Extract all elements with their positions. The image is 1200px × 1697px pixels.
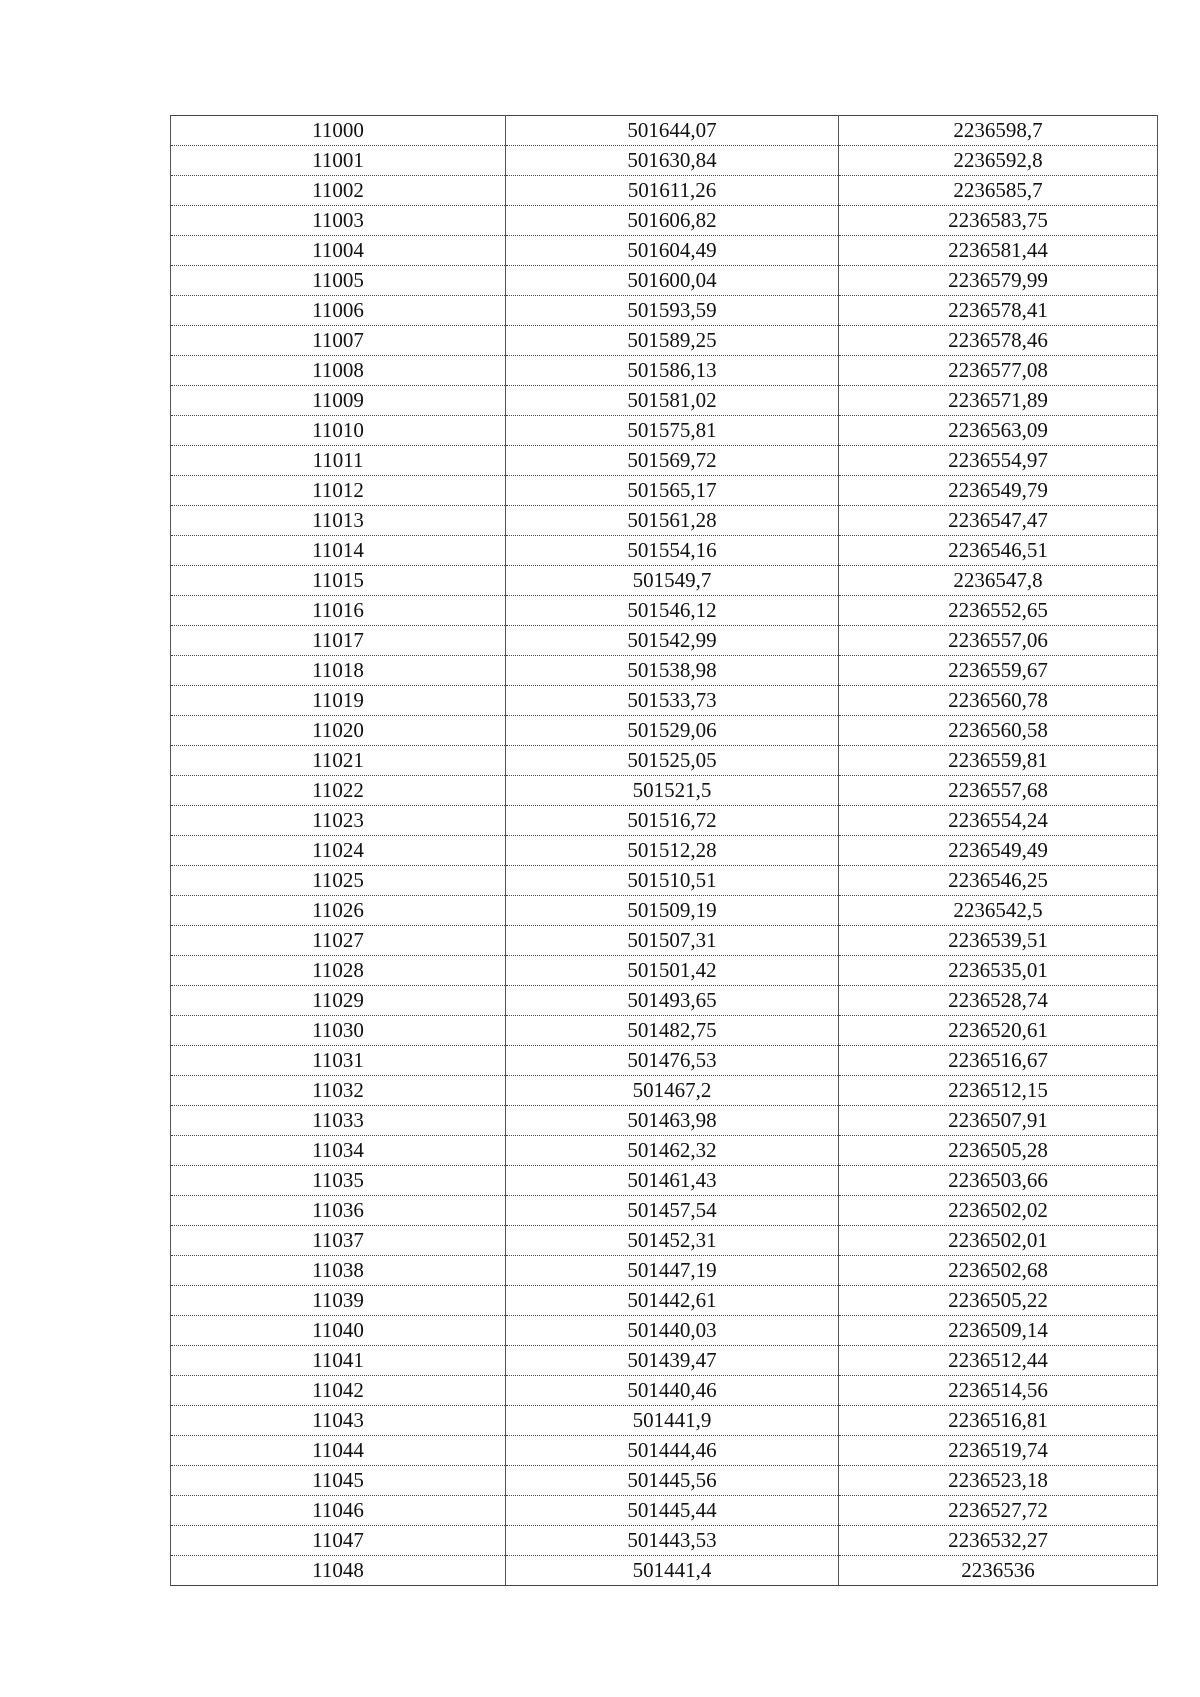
- y-coordinate-cell: 2236559,81: [839, 746, 1158, 776]
- table-row: [171, 446, 1158, 476]
- x-coordinate-cell: 501445,44: [506, 1496, 839, 1526]
- y-coordinate-cell: 2236549,49: [839, 836, 1158, 866]
- table-row: [171, 176, 1158, 206]
- y-coordinate-cell: 2236578,46: [839, 326, 1158, 356]
- y-coordinate-cell: 2236547,47: [839, 506, 1158, 536]
- y-coordinate-cell: 2236527,72: [839, 1496, 1158, 1526]
- point-number-cell: 11005: [171, 266, 506, 296]
- table-row: [171, 566, 1158, 596]
- point-number-cell: 11009: [171, 386, 506, 416]
- y-coordinate-cell: 2236585,7: [839, 176, 1158, 206]
- point-number-cell: 11032: [171, 1076, 506, 1106]
- x-coordinate-cell: 501644,07: [506, 116, 839, 146]
- x-coordinate-cell: 501529,06: [506, 716, 839, 746]
- table-row: [171, 1316, 1158, 1346]
- point-number-cell: 11020: [171, 716, 506, 746]
- table-row: [171, 1286, 1158, 1316]
- point-number-cell: 11019: [171, 686, 506, 716]
- point-number-cell: 11016: [171, 596, 506, 626]
- x-coordinate-cell: 501440,46: [506, 1376, 839, 1406]
- point-number-cell: 11034: [171, 1136, 506, 1166]
- y-coordinate-cell: 2236505,22: [839, 1286, 1158, 1316]
- point-number-cell: 11017: [171, 626, 506, 656]
- point-number-cell: 11021: [171, 746, 506, 776]
- table-row: [171, 1166, 1158, 1196]
- x-coordinate-cell: 501476,53: [506, 1046, 839, 1076]
- y-coordinate-cell: 2236554,97: [839, 446, 1158, 476]
- point-number-cell: 11031: [171, 1046, 506, 1076]
- table-row: [171, 236, 1158, 266]
- y-coordinate-cell: 2236519,74: [839, 1436, 1158, 1466]
- x-coordinate-cell: 501441,4: [506, 1556, 839, 1586]
- point-number-cell: 11040: [171, 1316, 506, 1346]
- table-row: [171, 1466, 1158, 1496]
- y-coordinate-cell: 2236535,01: [839, 956, 1158, 986]
- x-coordinate-cell: 501542,99: [506, 626, 839, 656]
- table-row: [171, 1406, 1158, 1436]
- x-coordinate-cell: 501512,28: [506, 836, 839, 866]
- y-coordinate-cell: 2236542,5: [839, 896, 1158, 926]
- table-row: [171, 596, 1158, 626]
- x-coordinate-cell: 501439,47: [506, 1346, 839, 1376]
- point-number-cell: 11038: [171, 1256, 506, 1286]
- table-row: [171, 1376, 1158, 1406]
- x-coordinate-cell: 501538,98: [506, 656, 839, 686]
- x-coordinate-cell: 501604,49: [506, 236, 839, 266]
- table-row: [171, 1526, 1158, 1556]
- coordinates-table-body: [171, 116, 1158, 1586]
- x-coordinate-cell: 501569,72: [506, 446, 839, 476]
- table-row: [171, 626, 1158, 656]
- y-coordinate-cell: 2236539,51: [839, 926, 1158, 956]
- point-number-cell: 11003: [171, 206, 506, 236]
- table-row: [171, 146, 1158, 176]
- point-number-cell: 11043: [171, 1406, 506, 1436]
- point-number-cell: 11025: [171, 866, 506, 896]
- table-row: [171, 296, 1158, 326]
- x-coordinate-cell: 501493,65: [506, 986, 839, 1016]
- x-coordinate-cell: 501463,98: [506, 1106, 839, 1136]
- point-number-cell: 11027: [171, 926, 506, 956]
- coordinates-table: [170, 115, 1158, 1586]
- point-number-cell: 11011: [171, 446, 506, 476]
- y-coordinate-cell: 2236505,28: [839, 1136, 1158, 1166]
- y-coordinate-cell: 2236559,67: [839, 656, 1158, 686]
- point-number-cell: 11026: [171, 896, 506, 926]
- table-row: [171, 956, 1158, 986]
- point-number-cell: 11028: [171, 956, 506, 986]
- y-coordinate-cell: 2236549,79: [839, 476, 1158, 506]
- point-number-cell: 11039: [171, 1286, 506, 1316]
- x-coordinate-cell: 501461,43: [506, 1166, 839, 1196]
- x-coordinate-cell: 501554,16: [506, 536, 839, 566]
- point-number-cell: 11023: [171, 806, 506, 836]
- table-row: [171, 1346, 1158, 1376]
- x-coordinate-cell: 501447,19: [506, 1256, 839, 1286]
- table-row: [171, 716, 1158, 746]
- table-row: [171, 896, 1158, 926]
- y-coordinate-cell: 2236536: [839, 1556, 1158, 1586]
- point-number-cell: 11041: [171, 1346, 506, 1376]
- x-coordinate-cell: 501600,04: [506, 266, 839, 296]
- y-coordinate-cell: 2236528,74: [839, 986, 1158, 1016]
- point-number-cell: 11047: [171, 1526, 506, 1556]
- x-coordinate-cell: 501442,61: [506, 1286, 839, 1316]
- x-coordinate-cell: 501533,73: [506, 686, 839, 716]
- table-row: [171, 926, 1158, 956]
- x-coordinate-cell: 501445,56: [506, 1466, 839, 1496]
- point-number-cell: 11046: [171, 1496, 506, 1526]
- table-row: [171, 536, 1158, 566]
- y-coordinate-cell: 2236592,8: [839, 146, 1158, 176]
- table-row: [171, 476, 1158, 506]
- x-coordinate-cell: 501611,26: [506, 176, 839, 206]
- y-coordinate-cell: 2236546,51: [839, 536, 1158, 566]
- y-coordinate-cell: 2236552,65: [839, 596, 1158, 626]
- y-coordinate-cell: 2236516,81: [839, 1406, 1158, 1436]
- y-coordinate-cell: 2236516,67: [839, 1046, 1158, 1076]
- x-coordinate-cell: 501462,32: [506, 1136, 839, 1166]
- y-coordinate-cell: 2236560,58: [839, 716, 1158, 746]
- x-coordinate-cell: 501457,54: [506, 1196, 839, 1226]
- y-coordinate-cell: 2236523,18: [839, 1466, 1158, 1496]
- point-number-cell: 11042: [171, 1376, 506, 1406]
- point-number-cell: 11004: [171, 236, 506, 266]
- table-row: [171, 506, 1158, 536]
- point-number-cell: 11044: [171, 1436, 506, 1466]
- table-row: [171, 1046, 1158, 1076]
- point-number-cell: 11030: [171, 1016, 506, 1046]
- y-coordinate-cell: 2236557,68: [839, 776, 1158, 806]
- x-coordinate-cell: 501501,42: [506, 956, 839, 986]
- table-row: [171, 1496, 1158, 1526]
- y-coordinate-cell: 2236547,8: [839, 566, 1158, 596]
- y-coordinate-cell: 2236514,56: [839, 1376, 1158, 1406]
- x-coordinate-cell: 501444,46: [506, 1436, 839, 1466]
- y-coordinate-cell: 2236577,08: [839, 356, 1158, 386]
- x-coordinate-cell: 501507,31: [506, 926, 839, 956]
- point-number-cell: 11006: [171, 296, 506, 326]
- table-row: [171, 1436, 1158, 1466]
- y-coordinate-cell: 2236579,99: [839, 266, 1158, 296]
- x-coordinate-cell: 501606,82: [506, 206, 839, 236]
- y-coordinate-cell: 2236581,44: [839, 236, 1158, 266]
- x-coordinate-cell: 501581,02: [506, 386, 839, 416]
- point-number-cell: 11048: [171, 1556, 506, 1586]
- y-coordinate-cell: 2236502,02: [839, 1196, 1158, 1226]
- x-coordinate-cell: 501575,81: [506, 416, 839, 446]
- point-number-cell: 11013: [171, 506, 506, 536]
- point-number-cell: 11008: [171, 356, 506, 386]
- table-row: [171, 1016, 1158, 1046]
- table-row: [171, 986, 1158, 1016]
- point-number-cell: 11001: [171, 146, 506, 176]
- table-row: [171, 116, 1158, 146]
- table-row: [171, 1196, 1158, 1226]
- y-coordinate-cell: 2236583,75: [839, 206, 1158, 236]
- table-row: [171, 206, 1158, 236]
- x-coordinate-cell: 501510,51: [506, 866, 839, 896]
- x-coordinate-cell: 501593,59: [506, 296, 839, 326]
- table-row: [171, 1256, 1158, 1286]
- y-coordinate-cell: 2236560,78: [839, 686, 1158, 716]
- y-coordinate-cell: 2236571,89: [839, 386, 1158, 416]
- point-number-cell: 11014: [171, 536, 506, 566]
- y-coordinate-cell: 2236563,09: [839, 416, 1158, 446]
- point-number-cell: 11045: [171, 1466, 506, 1496]
- x-coordinate-cell: 501525,05: [506, 746, 839, 776]
- table-row: [171, 776, 1158, 806]
- x-coordinate-cell: 501467,2: [506, 1076, 839, 1106]
- x-coordinate-cell: 501443,53: [506, 1526, 839, 1556]
- table-row: [171, 1076, 1158, 1106]
- y-coordinate-cell: 2236502,01: [839, 1226, 1158, 1256]
- point-number-cell: 11015: [171, 566, 506, 596]
- x-coordinate-cell: 501516,72: [506, 806, 839, 836]
- y-coordinate-cell: 2236532,27: [839, 1526, 1158, 1556]
- y-coordinate-cell: 2236554,24: [839, 806, 1158, 836]
- table-row: [171, 1556, 1158, 1586]
- y-coordinate-cell: 2236502,68: [839, 1256, 1158, 1286]
- point-number-cell: 11010: [171, 416, 506, 446]
- point-number-cell: 11018: [171, 656, 506, 686]
- y-coordinate-cell: 2236512,15: [839, 1076, 1158, 1106]
- x-coordinate-cell: 501561,28: [506, 506, 839, 536]
- table-row: [171, 356, 1158, 386]
- table-row: [171, 656, 1158, 686]
- table-row: [171, 1106, 1158, 1136]
- point-number-cell: 11037: [171, 1226, 506, 1256]
- y-coordinate-cell: 2236503,66: [839, 1166, 1158, 1196]
- x-coordinate-cell: 501586,13: [506, 356, 839, 386]
- table-row: [171, 386, 1158, 416]
- y-coordinate-cell: 2236578,41: [839, 296, 1158, 326]
- x-coordinate-cell: 501546,12: [506, 596, 839, 626]
- x-coordinate-cell: 501509,19: [506, 896, 839, 926]
- x-coordinate-cell: 501565,17: [506, 476, 839, 506]
- point-number-cell: 11036: [171, 1196, 506, 1226]
- point-number-cell: 11000: [171, 116, 506, 146]
- y-coordinate-cell: 2236507,91: [839, 1106, 1158, 1136]
- point-number-cell: 11029: [171, 986, 506, 1016]
- x-coordinate-cell: 501441,9: [506, 1406, 839, 1436]
- table-row: [171, 746, 1158, 776]
- table-row: [171, 266, 1158, 296]
- point-number-cell: 11002: [171, 176, 506, 206]
- x-coordinate-cell: 501549,7: [506, 566, 839, 596]
- table-row: [171, 326, 1158, 356]
- y-coordinate-cell: 2236512,44: [839, 1346, 1158, 1376]
- table-row: [171, 686, 1158, 716]
- table-row: [171, 1136, 1158, 1166]
- y-coordinate-cell: 2236557,06: [839, 626, 1158, 656]
- x-coordinate-cell: 501589,25: [506, 326, 839, 356]
- y-coordinate-cell: 2236546,25: [839, 866, 1158, 896]
- x-coordinate-cell: 501452,31: [506, 1226, 839, 1256]
- x-coordinate-cell: 501440,03: [506, 1316, 839, 1346]
- table-row: [171, 836, 1158, 866]
- x-coordinate-cell: 501482,75: [506, 1016, 839, 1046]
- y-coordinate-cell: 2236598,7: [839, 116, 1158, 146]
- y-coordinate-cell: 2236509,14: [839, 1316, 1158, 1346]
- point-number-cell: 11035: [171, 1166, 506, 1196]
- point-number-cell: 11024: [171, 836, 506, 866]
- point-number-cell: 11012: [171, 476, 506, 506]
- y-coordinate-cell: 2236520,61: [839, 1016, 1158, 1046]
- point-number-cell: 11022: [171, 776, 506, 806]
- x-coordinate-cell: 501521,5: [506, 776, 839, 806]
- table-row: [171, 806, 1158, 836]
- point-number-cell: 11033: [171, 1106, 506, 1136]
- point-number-cell: 11007: [171, 326, 506, 356]
- table-row: [171, 866, 1158, 896]
- table-row: [171, 1226, 1158, 1256]
- x-coordinate-cell: 501630,84: [506, 146, 839, 176]
- table-row: [171, 416, 1158, 446]
